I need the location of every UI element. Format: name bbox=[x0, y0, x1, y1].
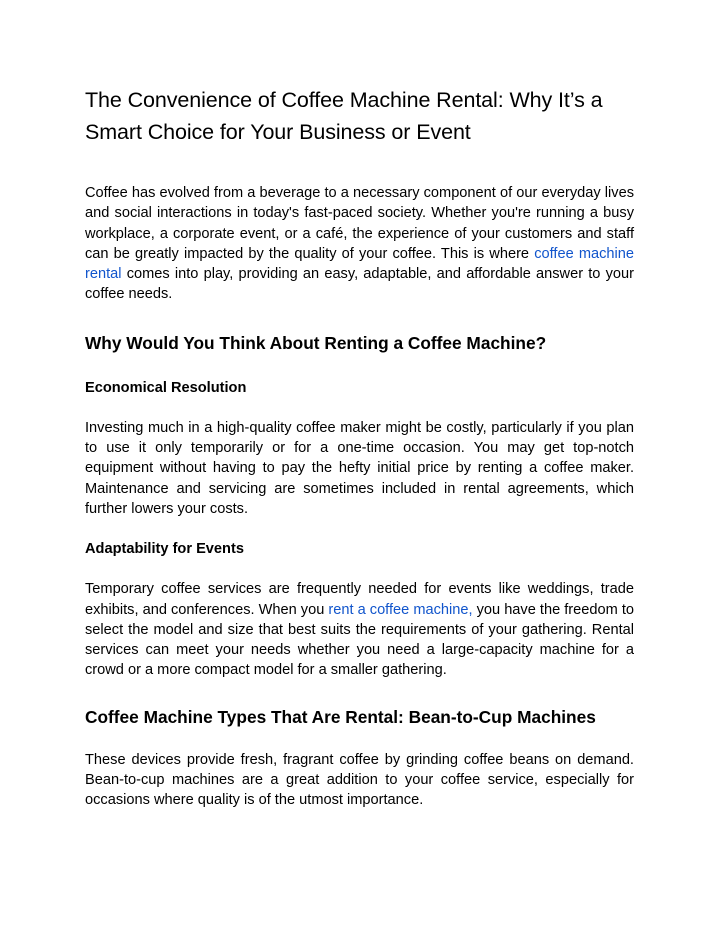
intro-text-start: Coffee has evolved from a beverage to a necessary component of our everyday lives and social interactions in today's fast-paced society. Whether you're running a busy workplace, a corporate event, or a café, the experience of your customers and staff can be greatly impacted by the quality of your coffee. This is where bbox=[85, 185, 634, 262]
intro-paragraph bbox=[85, 183, 634, 305]
rent-a-coffee-machine-link[interactable]: rent a coffee machine, bbox=[328, 601, 473, 618]
document-page bbox=[85, 84, 634, 811]
economical-paragraph: Investing much in a high-quality coffee maker might be costly, particularly if you plan to use it only temporarily or for a one-time occasion. You may get top-notch equipment without having to pay the hefty initial price by renting a coffee maker. Maintenance and servicing are sometimes included in rental agreements, which further lowers your costs. bbox=[85, 419, 634, 517]
subheading-adaptability: Adaptability for Events bbox=[85, 541, 244, 558]
subheading-economical: Economical Resolution bbox=[85, 379, 247, 396]
adaptability-text-end: you have the freedom to select the model and size that best suits the requirements of your gathering. Rental services can meet your needs whether you need a large-capacity machine for a crowd or a more compact model for a smaller gathering. bbox=[85, 601, 635, 679]
section-heading-machine-types: Coffee Machine Types That Are Rental: Bean-to-Cup Machines bbox=[85, 706, 596, 727]
adaptability-text-start: Temporary coffee services are frequently needed for events like weddings, trade exhibits, and conferences. When you bbox=[85, 581, 634, 618]
intro-text-end: comes into play, providing an easy, adaptable, and affordable answer to your coffee needs. bbox=[85, 266, 634, 303]
document-title: The Convenience of Coffee Machine Rental: Why It’s a Smart Choice for Your Business or Event bbox=[85, 88, 603, 144]
coffee-machine-rental-link[interactable]: coffee machine rental bbox=[85, 245, 634, 283]
adaptability-paragraph bbox=[85, 579, 634, 680]
section-heading-why-rent: Why Would You Think About Renting a Coffee Machine? bbox=[85, 332, 547, 353]
bean-to-cup-paragraph: These devices provide fresh, fragrant coffee by grinding coffee beans on demand. Bean-to-cup machines are a great addition to your coffee service, especially for occasions where quality is of the utmost importance. bbox=[85, 751, 634, 809]
